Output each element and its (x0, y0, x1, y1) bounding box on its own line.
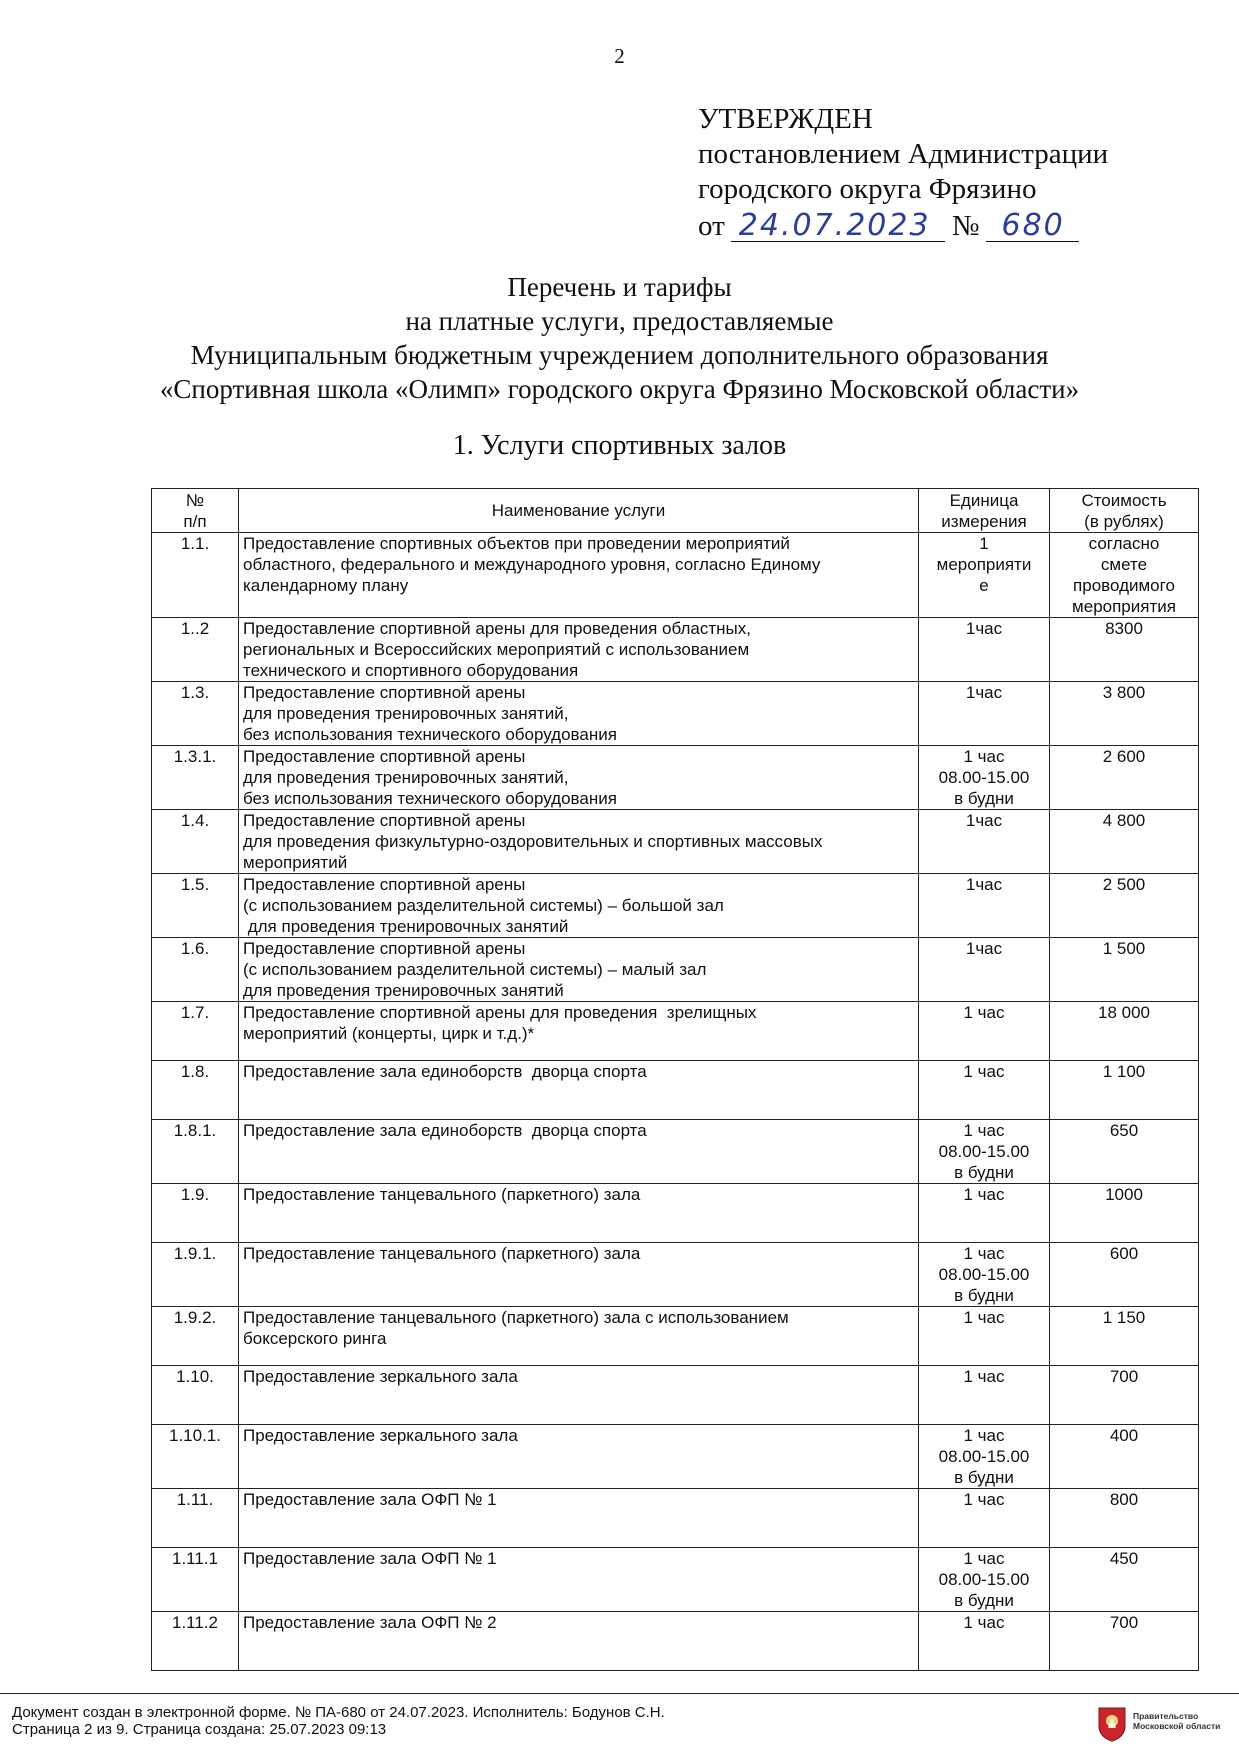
price: 18 000 (1050, 1002, 1199, 1061)
document-title (0, 270, 1239, 406)
table-row (152, 533, 1199, 618)
unit-of-measure: 1 час 08.00-15.00 в будни (919, 746, 1050, 810)
service-name: Предоставление зала ОФП № 1 (239, 1548, 919, 1612)
service-name: Предоставление зеркального зала (239, 1366, 919, 1425)
price: 2 600 (1050, 746, 1199, 810)
document-title-line-1: Перечень и тарифы (507, 272, 732, 302)
price: 2 500 (1050, 874, 1199, 938)
price: 1000 (1050, 1184, 1199, 1243)
document-title-line-3: Муниципальным бюджетным учреждением дополнительного образования (190, 340, 1049, 370)
row-number: 1.9.1. (152, 1243, 239, 1307)
service-name: Предоставление зала ОФП № 1 (239, 1489, 919, 1548)
service-name: Предоставление танцевального (паркетного) зала с использованием боксерского ринга (239, 1307, 919, 1366)
table-row (152, 810, 1199, 874)
price: 3 800 (1050, 682, 1199, 746)
row-number: 1.6. (152, 938, 239, 1002)
unit-of-measure: 1 час 08.00-15.00 в будни (919, 1120, 1050, 1184)
unit-of-measure: 1час (919, 618, 1050, 682)
table-row (152, 1489, 1199, 1548)
price: 8300 (1050, 618, 1199, 682)
price: 1 150 (1050, 1307, 1199, 1366)
price: 600 (1050, 1243, 1199, 1307)
header-price: Стоимость (в рублях) (1050, 489, 1199, 533)
unit-of-measure: 1 час 08.00-15.00 в будни (919, 1243, 1050, 1307)
row-number: 1.8.1. (152, 1120, 239, 1184)
service-name: Предоставление зала единоборств дворца спорта (239, 1120, 919, 1184)
row-number: 1.4. (152, 810, 239, 874)
row-number: 1.7. (152, 1002, 239, 1061)
service-name: Предоставление зала ОФП № 2 (239, 1612, 919, 1671)
price: 800 (1050, 1489, 1199, 1548)
tariffs-table (151, 488, 1199, 1671)
table-row (152, 618, 1199, 682)
row-number: 1.5. (152, 874, 239, 938)
price: 1 500 (1050, 938, 1199, 1002)
approval-stamp (698, 102, 1108, 244)
row-number: 1.11.1 (152, 1548, 239, 1612)
table-row (152, 746, 1199, 810)
row-number: 1.11.2 (152, 1612, 239, 1671)
approval-line-2: городского округа Фрязино (698, 173, 1037, 205)
unit-of-measure: 1час (919, 938, 1050, 1002)
header-name: Наименование услуги (239, 489, 919, 533)
table-row (152, 1307, 1199, 1366)
table-row (152, 1548, 1199, 1612)
row-number: 1.3. (152, 682, 239, 746)
table-row (152, 1243, 1199, 1307)
row-number: 1.10. (152, 1366, 239, 1425)
header-num: № п/п (152, 489, 239, 533)
service-name: Предоставление спортивной арены для проведения тренировочных занятий, без использования технического оборудования (239, 682, 919, 746)
row-number: 1.9. (152, 1184, 239, 1243)
price: 450 (1050, 1548, 1199, 1612)
table-header-row (152, 489, 1199, 533)
unit-of-measure: 1 мероприяти е (919, 533, 1050, 618)
service-name: Предоставление спортивных объектов при проведении мероприятий областного, федерального и международного уровня, согласно Единому календарному плану (239, 533, 919, 618)
row-number: 1.3.1. (152, 746, 239, 810)
handwritten-number: 680 (986, 211, 1079, 242)
service-name: Предоставление спортивной арены для проведения областных, региональных и Всероссийских мероприятий с использованием технического и спортивного оборудования (239, 618, 919, 682)
service-name: Предоставление спортивной арены для проведения тренировочных занятий, без использования технического оборудования (239, 746, 919, 810)
page-number: 2 (614, 44, 625, 68)
price: 700 (1050, 1366, 1199, 1425)
unit-of-measure: 1 час (919, 1002, 1050, 1061)
approval-line-1: постановлением Администрации (698, 138, 1109, 170)
price: 400 (1050, 1425, 1199, 1489)
footer-line-2: Страница 2 из 9. Страница создана: 25.07.2023 09:13 (12, 1721, 387, 1738)
row-number: 1.10.1. (152, 1425, 239, 1489)
price: согласно смете проводимого мероприятия (1050, 533, 1199, 618)
footer (0, 1693, 1239, 1754)
handwritten-date: 24.07.2023 (731, 211, 945, 242)
unit-of-measure: 1час (919, 682, 1050, 746)
service-name: Предоставление спортивной арены (с использованием разделительной системы) – большой зал для проведения тренировочных занятий (239, 874, 919, 938)
number-label: № (951, 210, 980, 242)
moscow-region-coat-of-arms-icon (1097, 1706, 1127, 1742)
service-name: Предоставление танцевального (паркетного) зала (239, 1243, 919, 1307)
from-label: от (698, 210, 725, 242)
table-row (152, 682, 1199, 746)
row-number: 1.9.2. (152, 1307, 239, 1366)
table-row (152, 938, 1199, 1002)
service-name: Предоставление зеркального зала (239, 1425, 919, 1489)
service-name: Предоставление зала единоборств дворца спорта (239, 1061, 919, 1120)
row-number: 1.11. (152, 1489, 239, 1548)
unit-of-measure: 1 час (919, 1366, 1050, 1425)
service-name: Предоставление спортивной арены (с использованием разделительной системы) – малый зал для проведения тренировочных занятий (239, 938, 919, 1002)
unit-of-measure: 1 час 08.00-15.00 в будни (919, 1548, 1050, 1612)
unit-of-measure: 1час (919, 874, 1050, 938)
header-unit: Единица измерения (919, 489, 1050, 533)
unit-of-measure: 1час (919, 810, 1050, 874)
unit-of-measure: 1 час 08.00-15.00 в будни (919, 1425, 1050, 1489)
price: 700 (1050, 1612, 1199, 1671)
table-row (152, 1184, 1199, 1243)
government-logo-text: Правительство Московской области (1133, 1711, 1221, 1731)
unit-of-measure: 1 час (919, 1612, 1050, 1671)
row-number: 1.8. (152, 1061, 239, 1120)
row-number: 1..2 (152, 618, 239, 682)
table-row (152, 1612, 1199, 1671)
section-title: 1. Услуги спортивных залов (452, 430, 787, 461)
unit-of-measure: 1 час (919, 1061, 1050, 1120)
table-row (152, 1002, 1199, 1061)
table-row (152, 1366, 1199, 1425)
service-name: Предоставление спортивной арены для проведения зрелищных мероприятий (концерты, цирк и т.д.)* (239, 1002, 919, 1061)
document-title-line-2: на платные услуги, предоставляемые (405, 306, 834, 336)
price: 1 100 (1050, 1061, 1199, 1120)
table-row (152, 1061, 1199, 1120)
table-row (152, 1120, 1199, 1184)
table-row (152, 874, 1199, 938)
footer-line-1: Документ создан в электронной форме. № ПА-680 от 24.07.2023. Исполнитель: Бодунов С.Н. (12, 1704, 665, 1721)
unit-of-measure: 1 час (919, 1184, 1050, 1243)
approval-title: УТВЕРЖДЕН (698, 103, 873, 135)
service-name: Предоставление танцевального (паркетного) зала (239, 1184, 919, 1243)
footer-text (12, 1704, 665, 1738)
unit-of-measure: 1 час (919, 1307, 1050, 1366)
row-number: 1.1. (152, 533, 239, 618)
approval-date-line (698, 209, 1108, 244)
unit-of-measure: 1 час (919, 1489, 1050, 1548)
table-body (152, 533, 1199, 1671)
price: 4 800 (1050, 810, 1199, 874)
service-name: Предоставление спортивной арены для проведения физкультурно-оздоровительных и спортивных массовых мероприятий (239, 810, 919, 874)
table-row (152, 1425, 1199, 1489)
price: 650 (1050, 1120, 1199, 1184)
document-title-line-4: «Спортивная школа «Олимп» городского округа Фрязино Московской области» (159, 374, 1080, 404)
